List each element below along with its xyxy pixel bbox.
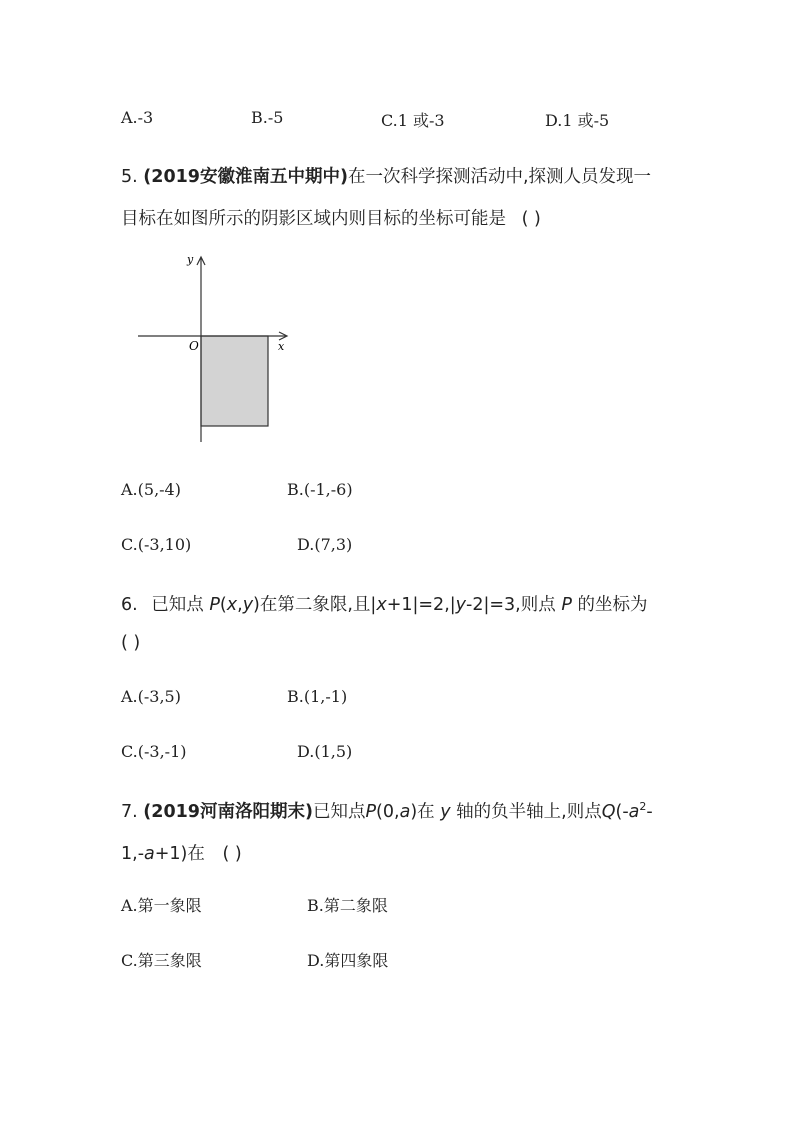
q7-var-a: a <box>399 802 411 822</box>
q6-text-1: 已知点 <box>151 595 204 615</box>
q5-number: 5. <box>121 167 138 187</box>
q7-var-a-2: a <box>628 802 640 822</box>
q7-source: (2019河南洛阳期末) <box>143 802 313 822</box>
q6-option-b[interactable]: B.(1,-1) <box>287 687 348 706</box>
q6-option-d[interactable]: D.(1,5) <box>297 742 353 761</box>
q7-text-5: (- <box>615 802 629 822</box>
q6-option-c[interactable]: C.(-3,-1) <box>121 742 187 761</box>
q7-var-y: y <box>440 802 451 822</box>
q6-lparen: ( <box>219 595 227 615</box>
q7-text-1: 已知点 <box>312 802 366 822</box>
q7-text-2: (0, <box>376 802 400 822</box>
q7-line-2 <box>121 840 242 865</box>
q7-text-4: 轴的负半轴上,则点 <box>456 802 602 822</box>
q5-y-label: y <box>187 253 194 266</box>
q7-line2-a: 1,- <box>121 844 145 864</box>
q6-text-5: 的坐标为 <box>577 595 648 615</box>
q4-option-d[interactable]: D.1 或-5 <box>545 111 610 130</box>
q7-text-6: - <box>646 802 653 822</box>
q6-rparen: ) <box>253 595 260 615</box>
q4-option-c[interactable]: C.1 或-3 <box>381 111 445 130</box>
q6-var-x-2: x <box>376 595 387 615</box>
q4-option-b[interactable]: B.-5 <box>251 108 284 127</box>
q7-option-c[interactable]: C.第三象限 <box>121 951 202 970</box>
q7-text-3: )在 <box>410 802 435 822</box>
q6-var-x: x <box>226 595 238 615</box>
q7-number: 7. <box>121 802 138 822</box>
q5-coordinate-figure <box>136 250 296 450</box>
q6-var-p-2: P <box>561 595 572 615</box>
q7-var-q: Q <box>601 802 616 822</box>
q7-option-b[interactable]: B.第二象限 <box>307 896 388 915</box>
q7-var-p: P <box>365 802 377 822</box>
q6-number: 6. <box>121 595 138 615</box>
q5-option-c[interactable]: C.(-3,10) <box>121 535 192 554</box>
q7-option-d[interactable]: D.第四象限 <box>307 951 389 970</box>
q7-var-a-3: a <box>144 844 155 864</box>
q5-line-2 <box>121 205 541 230</box>
q5-text-1: 在一次科学探测活动中,探测人员发现一 <box>347 167 652 187</box>
q5-option-b[interactable]: B.(-1,-6) <box>287 480 353 499</box>
q5-option-d[interactable]: D.(7,3) <box>297 535 353 554</box>
q5-x-label: x <box>278 340 285 353</box>
q5-origin-label: O <box>189 339 199 353</box>
q4-option-a[interactable]: A.-3 <box>121 108 154 127</box>
q7-line2-b: +1)在 <box>154 844 205 864</box>
q7-line-1 <box>121 798 653 823</box>
q6-text-3: +1|=2,| <box>386 595 456 615</box>
q5-shaded-region <box>201 336 268 426</box>
q5-option-a[interactable]: A.(5,-4) <box>121 480 181 499</box>
q6-var-y-2: y <box>455 595 467 615</box>
q6-line-1 <box>121 591 647 616</box>
q5-answer-paren: ( ) <box>521 209 541 229</box>
q6-text-2: 在第二象限,且| <box>259 595 377 615</box>
q7-option-a[interactable]: A.第一象限 <box>121 896 202 915</box>
q5-text-2: 目标在如图所示的阴影区域内则目标的坐标可能是 <box>121 209 506 229</box>
q6-answer-paren: ( ) <box>121 633 141 653</box>
q5-line-1 <box>121 163 651 188</box>
q6-var-p: P <box>209 595 220 615</box>
q6-line-2 <box>121 633 140 653</box>
q7-answer-paren: ( ) <box>222 844 242 864</box>
q7-superscript: 2 <box>639 800 647 814</box>
q6-var-y: y <box>242 595 254 615</box>
q6-comma: , <box>237 595 243 615</box>
q6-text-4: -2|=3,则点 <box>466 595 556 615</box>
q6-option-a[interactable]: A.(-3,5) <box>121 687 181 706</box>
q5-source: (2019安徽淮南五中期中) <box>143 167 348 187</box>
